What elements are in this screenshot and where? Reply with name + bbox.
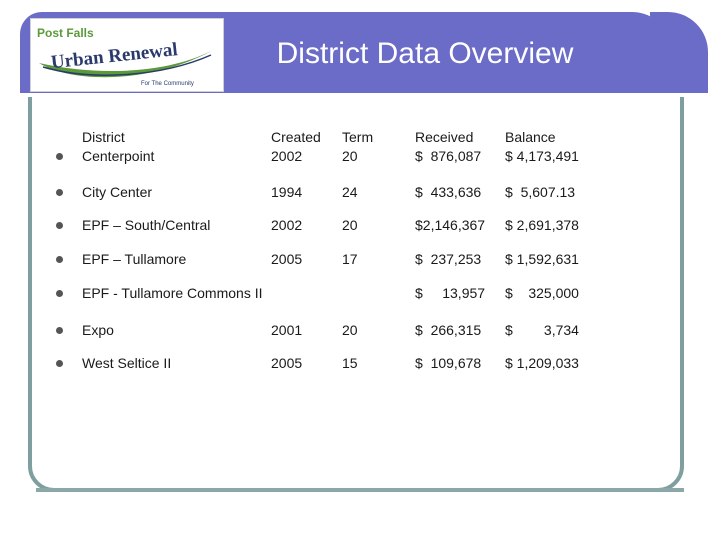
balance-amount: $ 3,734: [505, 322, 579, 338]
term-years: 20: [342, 322, 358, 338]
district-name: EPF – South/Central: [82, 217, 211, 233]
header-created: Created: [271, 129, 321, 145]
received-amount: $ 433,636: [415, 184, 482, 200]
created-year: 2005: [271, 355, 303, 371]
balance-amount: $ 2,691,378: [505, 217, 579, 233]
table-row: [0, 354, 720, 394]
bullet-icon: [56, 153, 63, 160]
balance-amount: $ 4,173,491: [505, 148, 579, 164]
header-received: Received: [415, 129, 474, 145]
district-name: Centerpoint: [82, 148, 155, 164]
bullet-icon: [56, 222, 63, 229]
term-years: 20: [342, 148, 358, 164]
bullet-icon: [56, 327, 63, 334]
district-name: City Center: [82, 184, 153, 200]
title-bar-curve: [650, 12, 708, 96]
received-amount: $ 109,678: [415, 355, 482, 371]
created-year: 2005: [271, 251, 303, 267]
received-amount: $ 266,315: [415, 322, 482, 338]
balance-amount: $ 1,592,631: [505, 251, 579, 267]
created-year: 1994: [271, 184, 303, 200]
district-name: EPF – Tullamore: [82, 251, 187, 267]
logo-line1: Post Falls: [37, 26, 94, 40]
created-year: 2001: [271, 322, 303, 338]
title-bar-edge: [20, 93, 710, 97]
balance-amount: $ 325,000: [505, 285, 579, 301]
balance-amount: $ 5,607.13: [505, 184, 576, 200]
bullet-icon: [56, 290, 63, 297]
balance-amount: $ 1,209,033: [505, 355, 579, 371]
logo-line3: For The Community: [141, 81, 194, 87]
bullet-icon: [56, 256, 63, 263]
district-name: Expo: [82, 322, 114, 338]
header-term: Term: [342, 129, 374, 145]
urban-renewal-logo: [30, 18, 224, 92]
received-amount: $ 13,957: [415, 285, 486, 301]
created-year: 2002: [271, 148, 303, 164]
bullet-icon: [56, 360, 63, 367]
district-name: West Seltice II: [82, 355, 172, 371]
logo-line2: Urban Renewal: [49, 39, 179, 74]
bullet-icon: [56, 189, 63, 196]
table-row: [0, 284, 720, 324]
received-amount: $ 876,087: [415, 148, 482, 164]
term-years: 17: [342, 251, 358, 267]
slide-title: District Data Overview: [276, 37, 574, 70]
received-amount: $ 237,253: [415, 251, 482, 267]
header-district: District: [82, 129, 125, 145]
term-years: 15: [342, 355, 358, 371]
district-name: EPF - Tullamore Commons II: [82, 285, 263, 301]
frame-bottom-edge: [36, 488, 684, 492]
received-amount: $2,146,367: [415, 217, 486, 233]
created-year: 2002: [271, 217, 303, 233]
term-years: 20: [342, 217, 358, 233]
table-row: [0, 128, 720, 168]
term-years: 24: [342, 184, 358, 200]
header-balance: Balance: [505, 129, 556, 145]
